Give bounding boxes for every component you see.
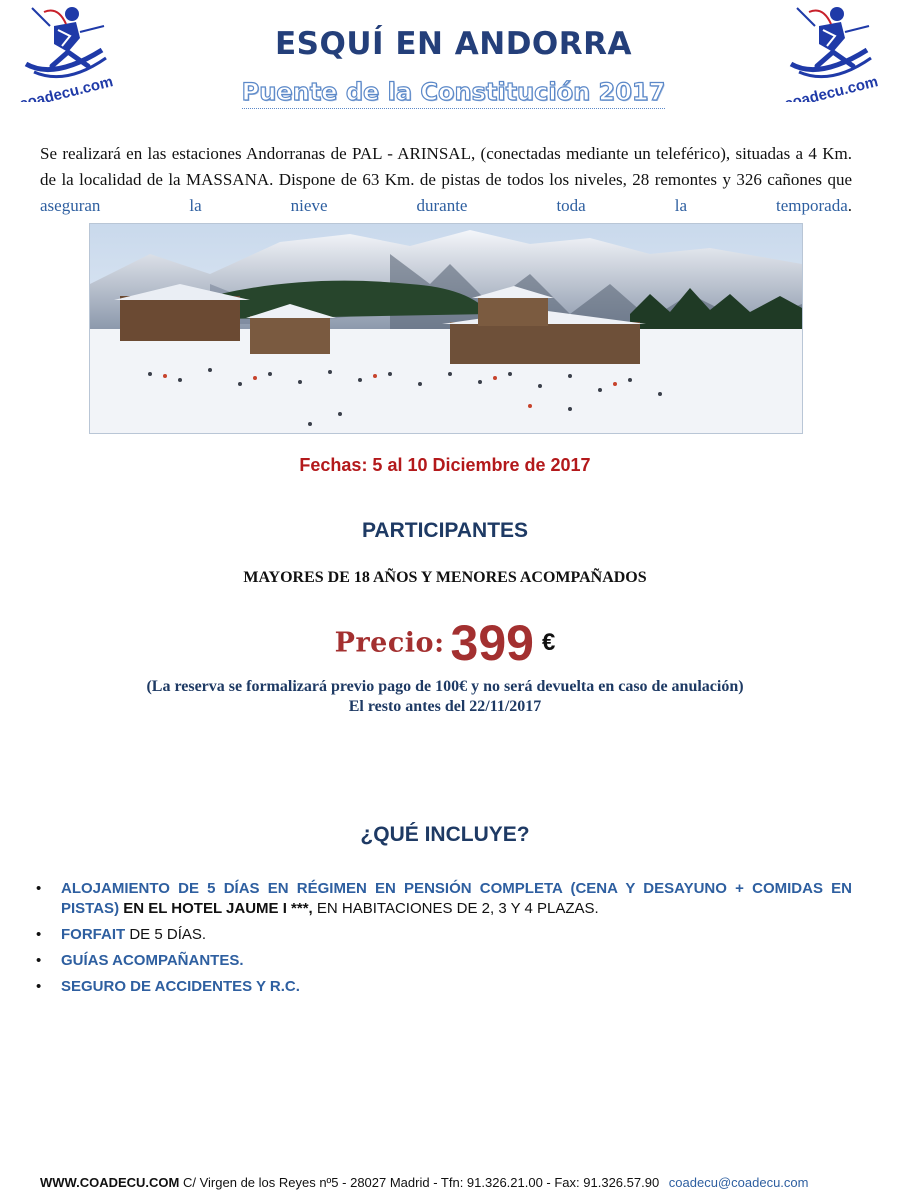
- price-label: Precio:: [334, 627, 445, 659]
- intro-text: Se realizará en las estaciones Andorranas de PAL - ARINSAL, (conectadas mediante un teleférico), situadas a 4 Km. de la localidad de la MASSANA. Dispone de 63 Km. de pistas de todos los niveles, 28 remontes y 326 cañones que: [40, 144, 852, 189]
- item-highlight: GUÍAS ACOMPAÑANTES.: [61, 952, 244, 969]
- intro-end: .: [847, 196, 852, 215]
- reservation-deposit: (La reserva se formalizará previo pago de 100€ y no será devuelta en caso de anulación): [146, 678, 744, 695]
- intro-highlight: aseguran la nieve durante toda la temporada: [40, 196, 848, 215]
- participants-ages: MAYORES DE 18 AÑOS Y MENORES ACOMPAÑADOS: [243, 569, 647, 586]
- footer: [40, 1175, 870, 1190]
- item-detail: DE 5 DÍAS.: [129, 926, 207, 943]
- list-item: [36, 879, 852, 919]
- item-highlight: FORFAIT: [61, 926, 126, 943]
- item-hotel: EN EL HOTEL JAUME I ***,: [123, 900, 313, 917]
- item-highlight: SEGURO DE ACCIDENTES Y R.C.: [61, 978, 300, 995]
- logo-text: coadecu.com: [782, 73, 879, 102]
- reservation-note: [0, 677, 890, 717]
- includes-list: [36, 879, 852, 1003]
- list-item: [36, 925, 852, 945]
- item-detail: EN HABITACIONES DE 2, 3 Y 4 PLAZAS.: [316, 900, 599, 917]
- includes-title: ¿QUÉ INCLUYE?: [360, 823, 530, 846]
- ski-resort-photo: [89, 223, 803, 434]
- page-title: ESQUÍ EN ANDORRA: [274, 26, 633, 62]
- footer-site-link[interactable]: WWW.COADECU.COM: [40, 1175, 180, 1190]
- subtitle-text: Puente de la Constitución 2017: [242, 78, 666, 109]
- price-currency: €: [541, 629, 556, 656]
- intro-paragraph: [40, 141, 852, 219]
- footer-address: C/ Virgen de los Reyes nº5 - 28027 Madrid - Tfn: 91.326.21.00 - Fax: 91.326.57.90: [183, 1175, 660, 1190]
- participants-title: PARTICIPANTES: [361, 519, 529, 542]
- price-value: 399: [450, 615, 534, 671]
- item-highlight: ALOJAMIENTO DE 5 DÍAS EN RÉGIMEN EN PENSIÓN COMPLETA (CENA Y DESAYUNO + COMIDAS EN PISTAS): [61, 880, 852, 917]
- footer-email-link[interactable]: coadecu@coadecu.com: [668, 1175, 809, 1190]
- event-dates: Fechas: 5 al 10 Diciembre de 2017: [299, 455, 591, 475]
- reservation-balance: El resto antes del 22/11/2017: [348, 698, 542, 715]
- logo-text: coadecu.com: [17, 73, 114, 102]
- page-subtitle: [0, 78, 907, 106]
- list-item: [36, 951, 852, 971]
- list-item: [36, 977, 852, 997]
- price-block: [0, 614, 890, 672]
